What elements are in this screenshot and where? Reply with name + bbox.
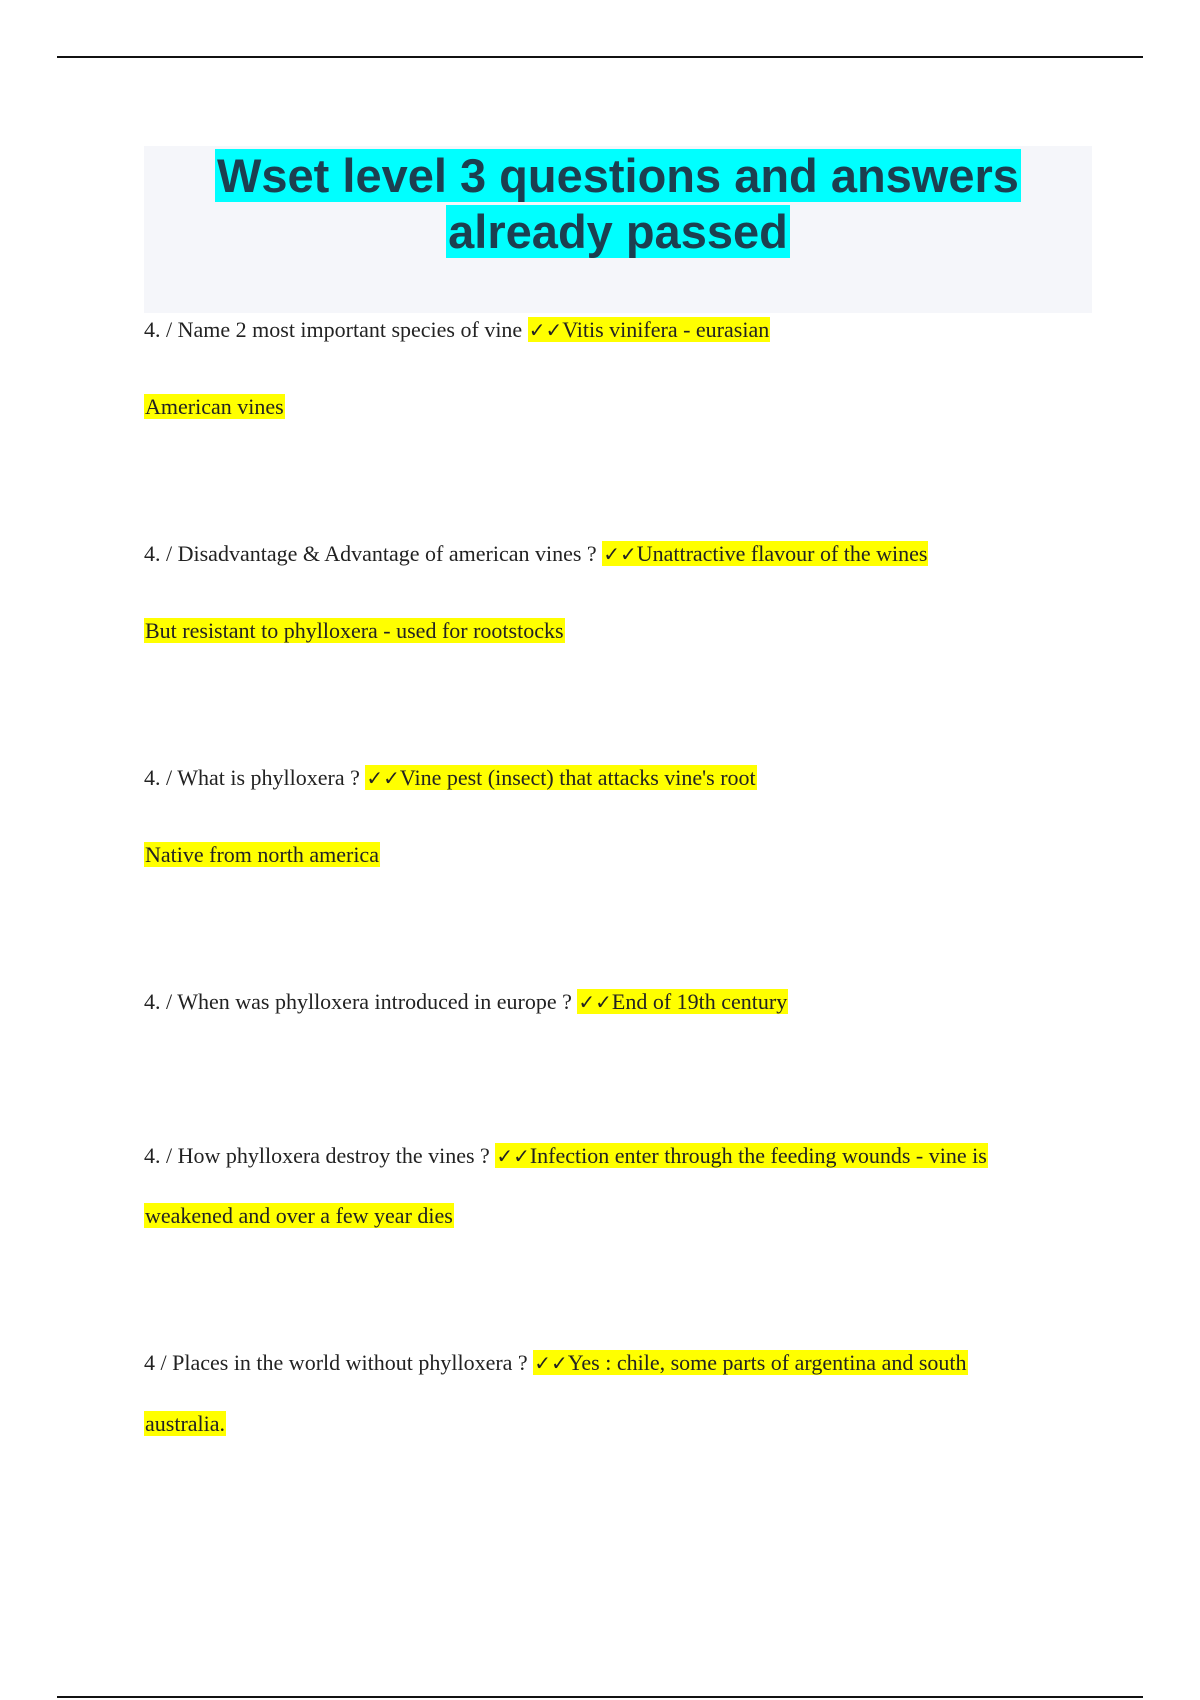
answer-text: Unattractive flavour of the wines: [636, 541, 928, 566]
bottom-rule: [57, 1696, 1143, 1698]
double-check-icon: ✓✓: [528, 318, 563, 342]
answer-highlight: [602, 541, 928, 566]
qa-item-4-line-1: [144, 987, 1104, 1017]
answer-text: Infection enter through the feeding wounds - vine is: [529, 1143, 987, 1168]
qa-item-1-line-2: [144, 392, 1104, 422]
answer-text: Native from north america: [145, 842, 379, 867]
qa-item-6-line-2: [144, 1409, 1104, 1439]
answer-text: Vitis vinifera - eurasian: [562, 317, 770, 342]
double-check-icon: ✓✓: [534, 1351, 568, 1375]
question-text: 4. / Name 2 most important species of vine: [144, 317, 523, 342]
qa-item-3-line-1: [144, 763, 1104, 793]
answer-highlight: [365, 765, 756, 790]
answer-text: But resistant to phylloxera - used for rootstocks: [145, 618, 564, 643]
qa-item-5-line-1: [144, 1141, 1104, 1171]
answer-text: Vine pest (insect) that attacks vine's root: [399, 765, 756, 790]
qa-item-6-line-1: [144, 1348, 1104, 1378]
question-text: 4 / Places in the world without phylloxera ?: [144, 1350, 528, 1375]
double-check-icon: ✓✓: [496, 1144, 530, 1168]
answer-highlight: [577, 989, 788, 1014]
qa-item-2-line-1: [144, 539, 1104, 569]
answer-text: End of 19th century: [611, 989, 788, 1014]
answer-highlight: [533, 1350, 967, 1375]
question-text: 4. / How phylloxera destroy the vines ?: [144, 1143, 490, 1168]
answer-text: American vines: [145, 394, 284, 419]
document-title-line-1: Wset level 3 questions and answers: [217, 149, 1019, 202]
qa-item-3-line-2: [144, 840, 1104, 870]
top-rule: [57, 56, 1143, 58]
qa-item-5-line-2: [144, 1201, 1104, 1231]
question-text: 4. / What is phylloxera ?: [144, 765, 360, 790]
double-check-icon: ✓✓: [578, 990, 612, 1014]
answer-text: Yes : chile, some parts of argentina and south: [567, 1350, 967, 1375]
answer-text: australia.: [145, 1411, 226, 1436]
title-box: [144, 146, 1092, 313]
answer-text: weakened and over a few year dies: [145, 1203, 453, 1228]
qa-item-2-line-2: [144, 616, 1104, 646]
answer-highlight: [528, 317, 771, 342]
document-title-line-2: already passed: [448, 205, 788, 258]
answer-highlight: [495, 1143, 988, 1168]
qa-item-1-line-1: [144, 315, 1104, 345]
question-text: 4. / When was phylloxera introduced in europe ?: [144, 989, 572, 1014]
double-check-icon: ✓✓: [366, 766, 400, 790]
question-text: 4. / Disadvantage & Advantage of american vines ?: [144, 541, 597, 566]
double-check-icon: ✓✓: [603, 542, 637, 566]
